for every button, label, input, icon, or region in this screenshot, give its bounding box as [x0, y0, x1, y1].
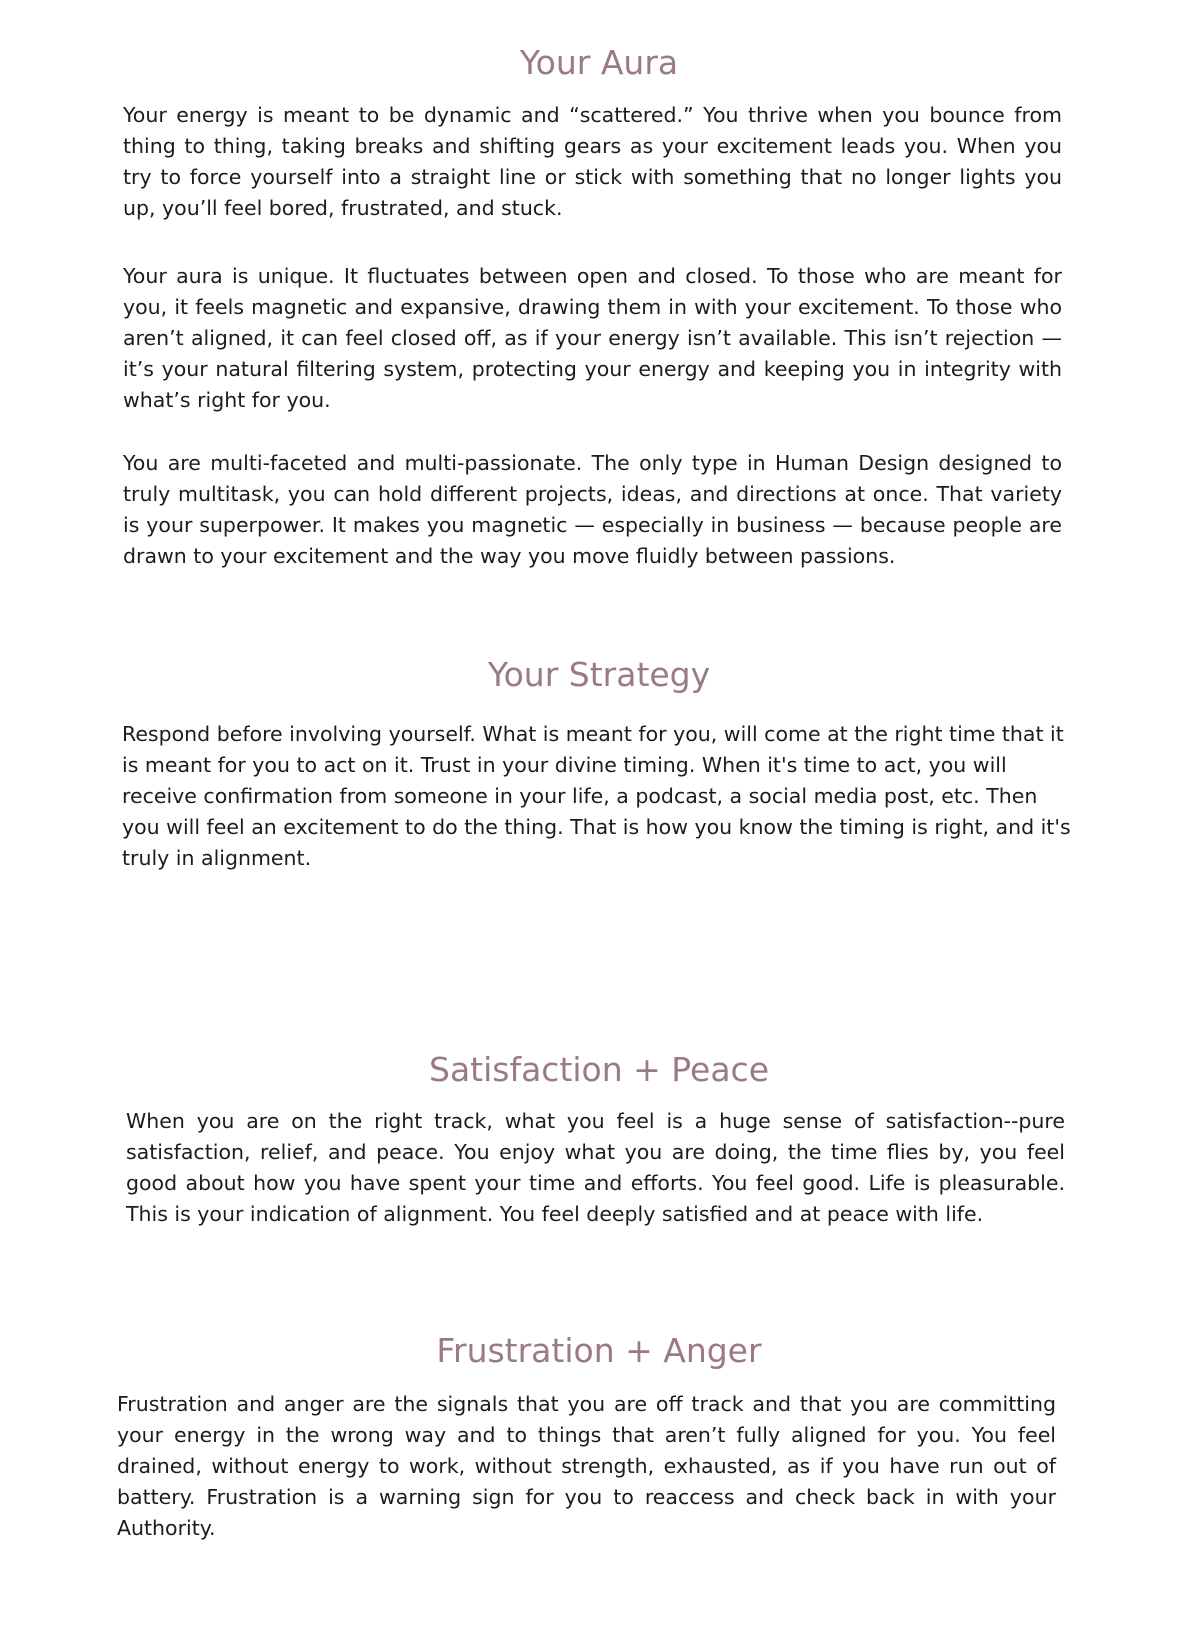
strategy-paragraph: Respond before involving yourself. What is meant for you, will come at the right time that it is meant for you to act on it. Trust in your divine timing. When it's time to act, you will receive confirmation from someone in your life, a podcast, a social media post, etc. Then you will feel an excitement to do the thing. That is how you know the timing is right, and it's truly in alignment. — [122, 722, 1071, 870]
frustration-heading: Frustration + Anger — [436, 1331, 762, 1370]
frustration-paragraph: Frustration and anger are the signals that you are off track and that you are committing your energy in the wrong way and to things that aren’t fully aligned for you. You feel drained, without energy to work, without strength, exhausted, as if you have run out of battery. Frustration is a warning sign for you to reaccess and check back in with your Authority. — [117, 1392, 1056, 1540]
aura-paragraph-2: Your aura is unique. It fluctuates between open and closed. To those who are meant for you, it feels magnetic and expansive, drawing them in with your excitement. To those who aren’t aligned, it can feel closed off, as if your energy isn’t available. This isn’t rejection — it’s your natural filtering system, protecting your energy and keeping you in integrity with what’s right for you. — [123, 264, 1062, 412]
satisfaction-paragraph: When you are on the right track, what you feel is a huge sense of satisfaction--pure satisfaction, relief, and peace. You enjoy what you are doing, the time flies by, you feel good about how you have spent your time and efforts. You feel good. Life is pleasurable. This is your indication of alignment. You feel deeply satisfied and at peace with life. — [126, 1109, 1065, 1226]
satisfaction-heading: Satisfaction + Peace — [429, 1050, 769, 1089]
aura-paragraph-1: Your energy is meant to be dynamic and “scattered.” You thrive when you bounce from thing to thing, taking breaks and shifting gears as your excitement leads you. When you try to force yourself into a straight line or stick with something that no longer lights you up, you’ll feel bored, frustrated, and stuck. — [123, 103, 1062, 220]
aura-paragraph-3: You are multi-faceted and multi-passionate. The only type in Human Design designed to truly multitask, you can hold different projects, ideas, and directions at once. That variety is your superpower. It makes you magnetic — especially in business — because people are drawn to your excitement and the way you move fluidly between passions. — [123, 451, 1062, 568]
strategy-heading: Your Strategy — [487, 655, 711, 694]
aura-heading: Your Aura — [519, 43, 679, 82]
